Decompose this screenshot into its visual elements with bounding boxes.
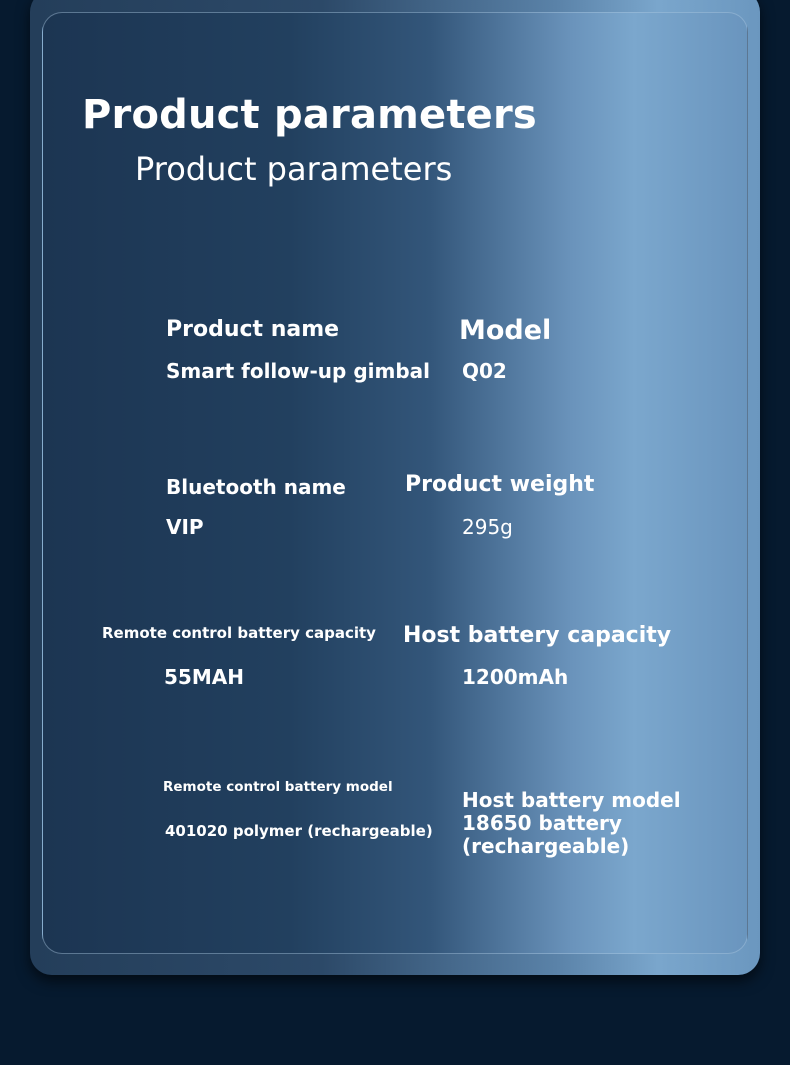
host-battery-capacity-value: 1200mAh [462,665,569,689]
model-value: Q02 [462,359,507,383]
bluetooth-name-value: VIP [166,515,204,539]
page-title: Product parameters [82,92,537,138]
remote-battery-capacity-label: Remote control battery capacity [102,624,376,642]
remote-battery-model-value: 401020 polymer (rechargeable) [165,822,433,840]
remote-battery-capacity-value: 55MAH [164,665,244,689]
host-battery-capacity-label: Host battery capacity [403,623,672,648]
model-label: Model [459,315,552,346]
page-subtitle: Product parameters [135,150,453,188]
product-name-value: Smart follow-up gimbal [166,359,430,383]
remote-battery-model-label: Remote control battery model [163,779,393,795]
product-name-label: Product name [166,317,340,342]
product-weight-value: 295g [462,515,513,539]
product-weight-label: Product weight [405,472,595,497]
host-battery-model-label: Host battery model 18650 battery (rechargeable) [462,788,681,858]
bluetooth-name-label: Bluetooth name [166,475,346,499]
